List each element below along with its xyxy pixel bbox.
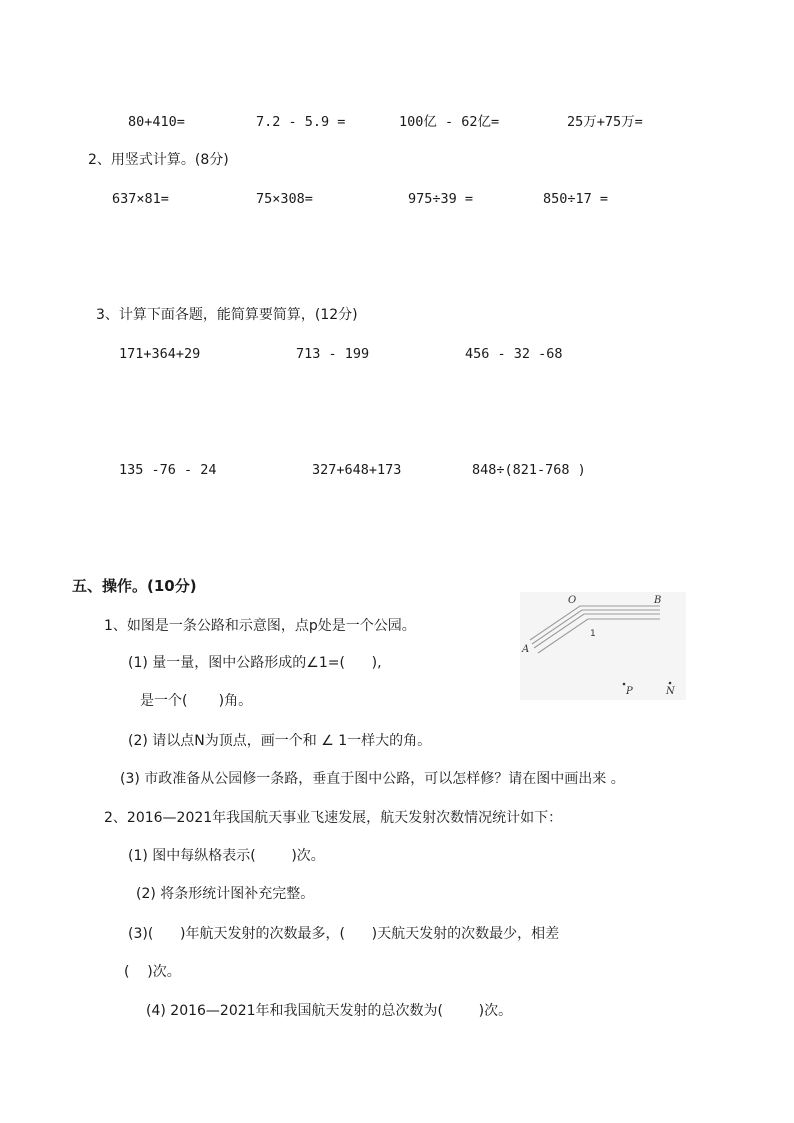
calc-item: 100亿 - 62亿= (399, 114, 500, 130)
calc-item: 7.2 - 5.9 = (256, 114, 346, 130)
problem-text: (3) 市政准备从公园修一条路，垂直于图中公路，可以怎样修？请在图中画出来 。 (120, 771, 625, 787)
q3-title: 3、计算下面各题，能简算要简算，(12分) (96, 307, 358, 323)
point-p (623, 683, 626, 686)
problem-text: ( )次。 (124, 964, 181, 980)
calc-item: 975÷39 = (408, 191, 474, 207)
calc-item: 713 - 199 (296, 346, 370, 362)
calc-item: 80+410= (128, 114, 185, 130)
calc-item: 848÷(821-768 ) (472, 462, 586, 478)
problem-text: (2) 请以点N为顶点，画一个和 ∠ 1一样大的角。 (128, 733, 432, 749)
section-heading: 五、操作。(10分) (72, 577, 197, 595)
label-n: N (666, 686, 675, 697)
road-line (538, 619, 660, 653)
problem-text: (4) 2016—2021年和我国航天发射的总次数为( )次。 (146, 1003, 513, 1019)
label-a: A (522, 644, 530, 655)
calc-item: 456 - 32 -68 (465, 346, 563, 362)
calc-item: 637×81= (112, 191, 169, 207)
label-angle-1: 1 (590, 629, 596, 639)
road-line (532, 610, 660, 644)
road-diagram (520, 592, 686, 700)
label-b: B (654, 595, 662, 606)
problem-text: 1、如图是一条公路和示意图，点p处是一个公园。 (104, 618, 416, 634)
calc-item: 135 -76 - 24 (119, 462, 217, 478)
q2-title: 2、用竖式计算。(8分) (88, 152, 229, 168)
point-n (669, 682, 672, 685)
label-p: P (626, 686, 633, 697)
problem-text: (1) 图中每纵格表示( )次。 (128, 848, 325, 864)
problem-text: 是一个( )角。 (140, 693, 253, 709)
calc-item: 850÷17 = (543, 191, 609, 207)
calc-item: 25万+75万= (567, 114, 643, 130)
calc-item: 171+364+29 (119, 346, 201, 362)
problem-text: (3)( )年航天发射的次数最多，( )天航天发射的次数最少，相差 (128, 926, 560, 942)
problem-text: (2) 将条形统计图补充完整。 (136, 886, 315, 902)
calc-item: 75×308= (256, 191, 313, 207)
calc-item: 327+648+173 (312, 462, 402, 478)
problem-text: (1) 量一量，图中公路形成的∠1=( ), (128, 655, 382, 671)
problem-text: 2、2016—2021年我国航天事业飞速发展，航天发射次数情况统计如下： (104, 810, 563, 826)
road-figure (520, 592, 686, 700)
label-o: O (568, 595, 577, 606)
